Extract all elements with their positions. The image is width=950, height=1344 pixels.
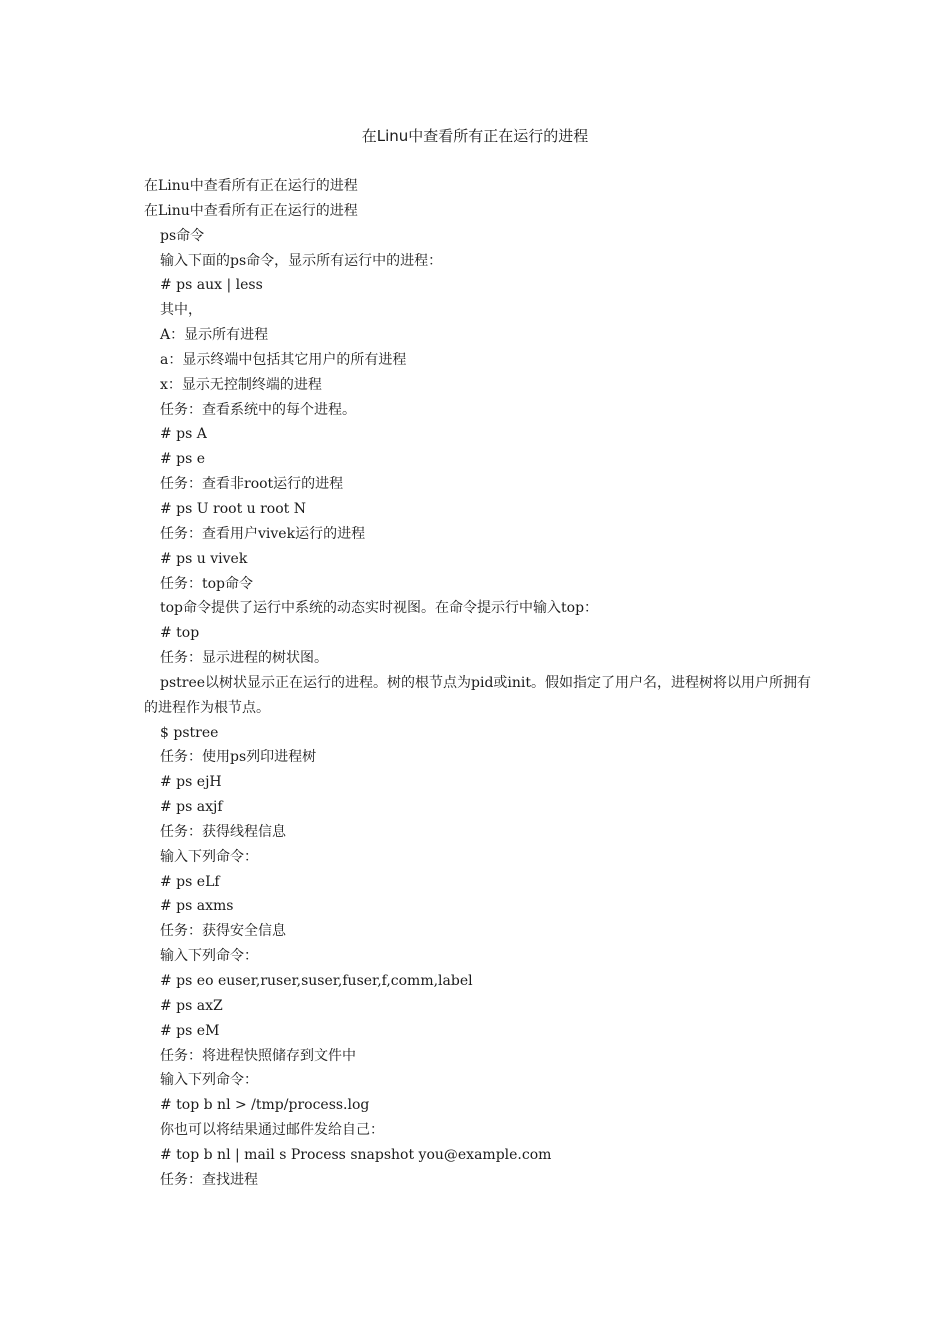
task-heading: 任务：查看用户vivek运行的进程 (160, 525, 366, 542)
command-line: # ps eLf (160, 873, 220, 890)
text-paragraph: pstree以树状显示正在运行的进程。树的根节点为pid或init。假如指定了用户名，进程树将以用户所拥有的进程作为根节点。 (144, 674, 812, 716)
text-line: 你也可以将结果通过邮件发给自己： (160, 1122, 384, 1139)
task-heading: 任务：获得安全信息 (160, 923, 286, 940)
task-heading: 任务：查看系统中的每个进程。 (160, 401, 356, 418)
command-line: # ps axms (160, 898, 234, 915)
command-line: # ps axjf (160, 799, 223, 816)
command-line: # top (160, 625, 200, 642)
text-line: 输入下列命令： (160, 1072, 258, 1089)
command-line: $ pstree (160, 724, 219, 741)
task-heading: 任务：获得线程信息 (160, 823, 286, 840)
task-heading: 任务：top命令 (160, 575, 254, 592)
command-line: # ps e (160, 451, 206, 468)
text-line: A：显示所有进程 (160, 327, 269, 344)
command-line: # top b nl | mail s Process snapshot you@example.com (160, 1146, 552, 1163)
task-heading: 任务：查看非root运行的进程 (160, 476, 344, 493)
text-line: top命令提供了运行中系统的动态实时视图。在命令提示行中输入top： (160, 600, 599, 617)
command-line: # ps axZ (160, 997, 223, 1014)
task-heading: 任务：查找进程 (160, 1171, 258, 1188)
text-line: 在Linu中查看所有正在运行的进程 (144, 202, 358, 219)
text-line: a：显示终端中包括其它用户的所有进程 (160, 351, 407, 368)
task-heading: 任务：将进程快照储存到文件中 (160, 1047, 356, 1064)
command-line: # ps eM (160, 1022, 220, 1039)
text-line: 输入下面的ps命令，显示所有运行中的进程： (160, 252, 443, 269)
document-title: 在Linu中查看所有正在运行的进程 (361, 127, 589, 145)
command-line: # ps aux | less (160, 277, 263, 294)
command-line: # top b nl > /tmp/process.log (160, 1097, 370, 1114)
command-line: # ps A (160, 426, 207, 443)
text-line: 其中， (160, 302, 202, 319)
command-line: # ps ejH (160, 774, 222, 791)
task-heading: 任务：显示进程的树状图。 (160, 650, 328, 667)
document-body (144, 174, 814, 1193)
text-line: 输入下列命令： (160, 848, 258, 865)
task-heading: 任务：使用ps列印进程树 (160, 749, 317, 766)
command-line: # ps u vivek (160, 550, 248, 567)
text-line: 在Linu中查看所有正在运行的进程 (144, 178, 358, 194)
command-line: # ps eo euser,ruser,suser,fuser,f,comm,label (160, 973, 473, 989)
text-line: x：显示无控制终端的进程 (160, 376, 322, 393)
command-line: # ps U root u root N (160, 500, 306, 517)
text-line: 输入下列命令： (160, 948, 258, 965)
section-heading: ps命令 (160, 227, 205, 244)
